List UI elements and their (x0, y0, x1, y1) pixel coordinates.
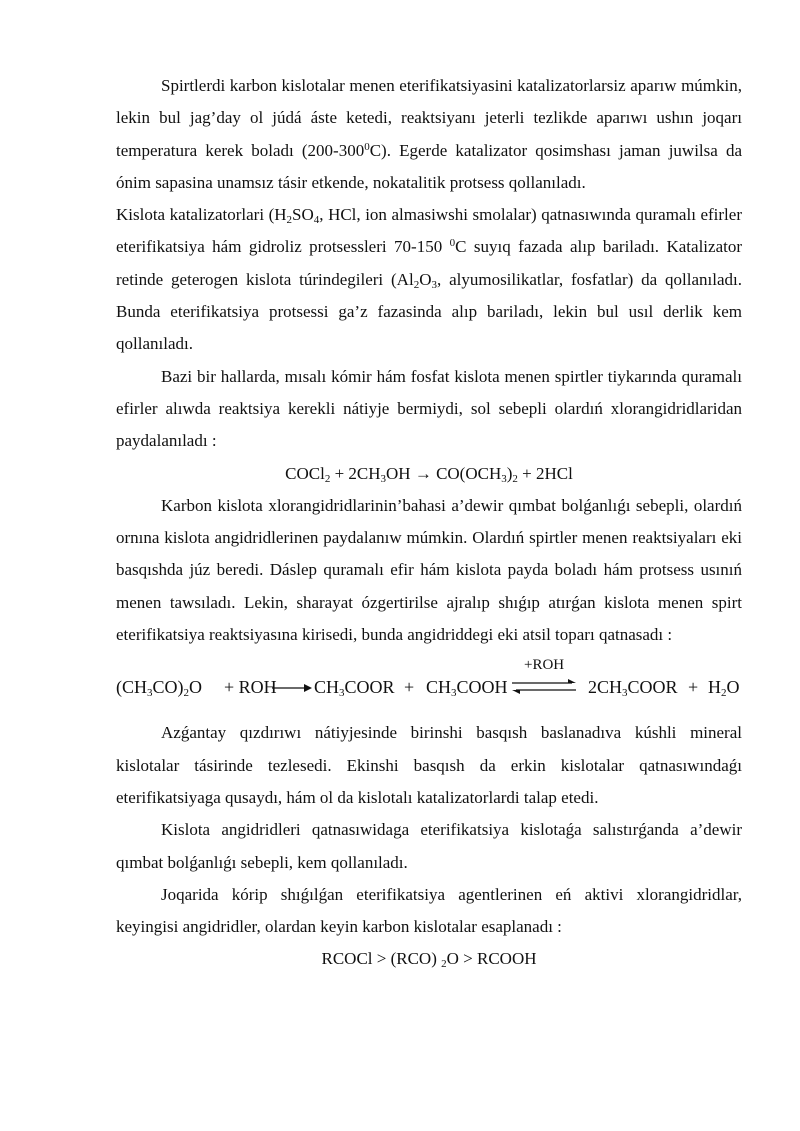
eq-run: O (726, 677, 740, 698)
eq-run: COCl (285, 463, 325, 483)
superscript: 0 (449, 237, 456, 250)
eq-run: COOR (627, 677, 678, 698)
equation-activity-order (116, 943, 742, 975)
eq-run: CO) (152, 677, 184, 698)
subscript: 2 (413, 278, 420, 291)
formula-ester (314, 677, 395, 698)
paragraph-anhydrides: Karbon kislota xlorangidridlarinin’bahasi a’dewir qımbat bolǵanlıǵı sebepli, olardıń ornına kislota angidridlerinen paydalanıw múmkin. Olardıń spirtler menen reaktsiyaları eki basqıshda júz beredi. Dáslep quramalı efir hám kislota payda boladı hám protsess usınıń menen tawsıladı. Lekin, sharayat ózgertirilse ajralıp shıǵıp atırǵan kislota menen spirt eterifikatsiya reaktsiyasına kirisedi, bunda angidriddegi eki atsil toparı qatnasadı : (116, 495, 742, 645)
subscript: 3 (451, 687, 457, 700)
document-page (116, 70, 742, 976)
eq-run: + 2CH (330, 463, 381, 483)
subscript: 2 (183, 687, 189, 700)
subscript: 2 (286, 214, 293, 227)
subscript: 2 (512, 472, 518, 485)
text-run: Spirtlerdi karbon kislotalar menen eterifikatsiyasini katalizatorlarsiz aparıw múmkin, lekin bul jag’day ol júdá áste ketedi, reaktsiyanı jeterli tezlikde aparıwı ushın joqarı temperatura kerek boladı (200-300 (116, 76, 742, 160)
equation-phosgene (116, 458, 742, 490)
subscript: 2 (721, 687, 727, 700)
subscript: 2 (324, 472, 331, 485)
paragraph-acid-catalysts (116, 199, 742, 360)
text-run: C). Egerde katalizator qosimshası jaman juwilsa da ónim sapasina unamsız tásir etkende, nokatalitik protsess qollanıladı. (116, 140, 742, 192)
plus-sign: + (688, 677, 699, 698)
text-run: C suyıq fazada alıp bariladı. Katalizator retinde geterogen kislota túrindegileri (Al (116, 237, 742, 289)
equation-anhydride-reaction (116, 655, 742, 713)
paragraph-chloranhydrides: Bazi bir hallarda, mısalı kómir hám fosfat kislota menen spirtler tiykarında quramalı efirler alıwda reaktsiya kerekli nátiyje bermiydi, sol sebepli olardıń xlorangidridlaridan paydalanıladı : (116, 366, 742, 451)
formula-acetic-acid (426, 677, 508, 698)
subscript: 2 (441, 958, 447, 971)
eq-run: H (708, 677, 721, 698)
eq-run: COOH (456, 677, 508, 698)
text-run: SO (292, 205, 314, 225)
subscript: 3 (339, 687, 345, 700)
text-run: Kislota katalizatorlari (H (116, 205, 287, 225)
paragraph-agent-activity: Joqarida kórip shıǵılǵan eterifikatsiya agentlerinen eń aktivi xlorangidridlar, keyingisi angidridler, olardan keyin karbon kislotalar esaplanadı : (116, 884, 742, 937)
superscript: 0 (364, 140, 370, 153)
eq-run: COOR (344, 677, 395, 698)
formula-acetic-anhydride (116, 677, 202, 698)
eq-run: O (189, 677, 202, 698)
eq-run: RCOCl > (RCO) (321, 949, 442, 969)
eq-run: CH (314, 677, 340, 698)
text-run: , alyumosilikatlar, fosfatlar) da qollanıladı. Bunda eterifikatsiya protsessi ga’z fazasinda alıp bariladı, lekin bul usıl derlik kem qollanıladı. (116, 269, 742, 354)
equilibrium-arrow-icon (512, 677, 576, 697)
eq-run: CH (426, 677, 452, 698)
subscript: 3 (431, 278, 437, 291)
subscript: 4 (313, 214, 320, 227)
paragraph-catalyst-free (116, 70, 742, 199)
subscript: 3 (380, 472, 387, 485)
formula-water (708, 677, 740, 698)
eq-run: 2CH (588, 677, 623, 698)
arrow-label: +ROH (524, 657, 565, 674)
forward-arrow-icon (272, 681, 312, 695)
subscript: 3 (147, 687, 153, 700)
eq-run: OH → CO(OCH (386, 463, 502, 483)
eq-run: ) (506, 463, 513, 483)
subscript: 3 (622, 687, 628, 700)
formula-ester-product (588, 677, 678, 698)
eq-run: + 2HCl (517, 463, 573, 483)
eq-run: (CH (116, 677, 147, 698)
subscript: 3 (501, 472, 507, 485)
eq-run: O > RCOOH (446, 949, 537, 969)
text-run: O (419, 269, 432, 289)
paragraph-anhydride-cost: Kislota angidridleri qatnasıwidaga eterifikatsiya kislotaǵa salıstırǵanda a’dewir qımbat bolǵanlıǵı sebepli, kem qollanıladı. (116, 820, 742, 872)
formula-roh: + ROH (224, 677, 277, 698)
plus-sign: + (404, 677, 415, 698)
text-run: , HCl, ion almasiwshi smolalar) qatnasıwında quramalı efirler eterifikatsiya hám gidroliz protsessleri 70-150 (116, 205, 742, 257)
paragraph-heating-stages: Azǵantay qızdırıwı nátiyjesinde birinshi basqısh baslanadıva kúshli mineral kislotalar tásirinde tezlesedi. Ekinshi basqısh da erkin kislotalar qatnasıwındaǵı eterifikatsiyaga qusaydı, hám ol da kislotalı katalizatorlardi talap etedi. (116, 723, 742, 807)
